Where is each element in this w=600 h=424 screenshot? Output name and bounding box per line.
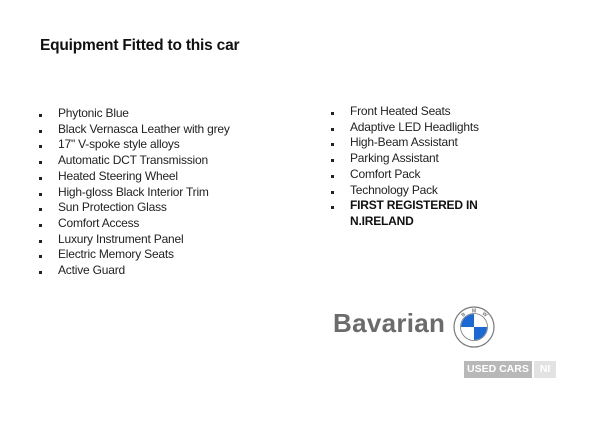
svg-text:W: W [480,310,489,319]
list-item: Sun Protection Glass [36,200,286,216]
equipment-list-right [328,104,518,230]
list-item-registration: FIRST REGISTERED IN N.IRELAND [328,198,518,229]
svg-text:B: B [460,311,468,319]
list-item: Technology Pack [328,183,518,199]
svg-text:M: M [472,308,477,315]
dealer-logo-text: Bavarian [333,308,446,338]
list-item: Comfort Pack [328,167,518,183]
used-cars-badge [464,361,556,378]
list-item: Parking Assistant [328,151,518,167]
bmw-logo-icon [453,306,495,348]
list-item: Electric Memory Seats [36,247,286,263]
list-item: Front Heated Seats [328,104,518,120]
list-item: Phytonic Blue [36,106,286,122]
list-item: Comfort Access [36,216,286,232]
list-item: High-Beam Assistant [328,135,518,151]
equipment-list-left [36,106,286,279]
region-label: NI [534,361,557,378]
list-item: High-gloss Black Interior Trim [36,185,286,201]
list-item: Luxury Instrument Panel [36,232,286,248]
list-item: Active Guard [36,263,286,279]
list-item: Black Vernasca Leather with grey [36,122,286,138]
list-item: Heated Steering Wheel [36,169,286,185]
list-item: Adaptive LED Headlights [328,120,518,136]
used-cars-label: USED CARS [464,361,532,378]
list-item: 17" V-spoke style alloys [36,137,286,153]
list-item: Automatic DCT Transmission [36,153,286,169]
page-title: Equipment Fitted to this car [40,37,240,54]
